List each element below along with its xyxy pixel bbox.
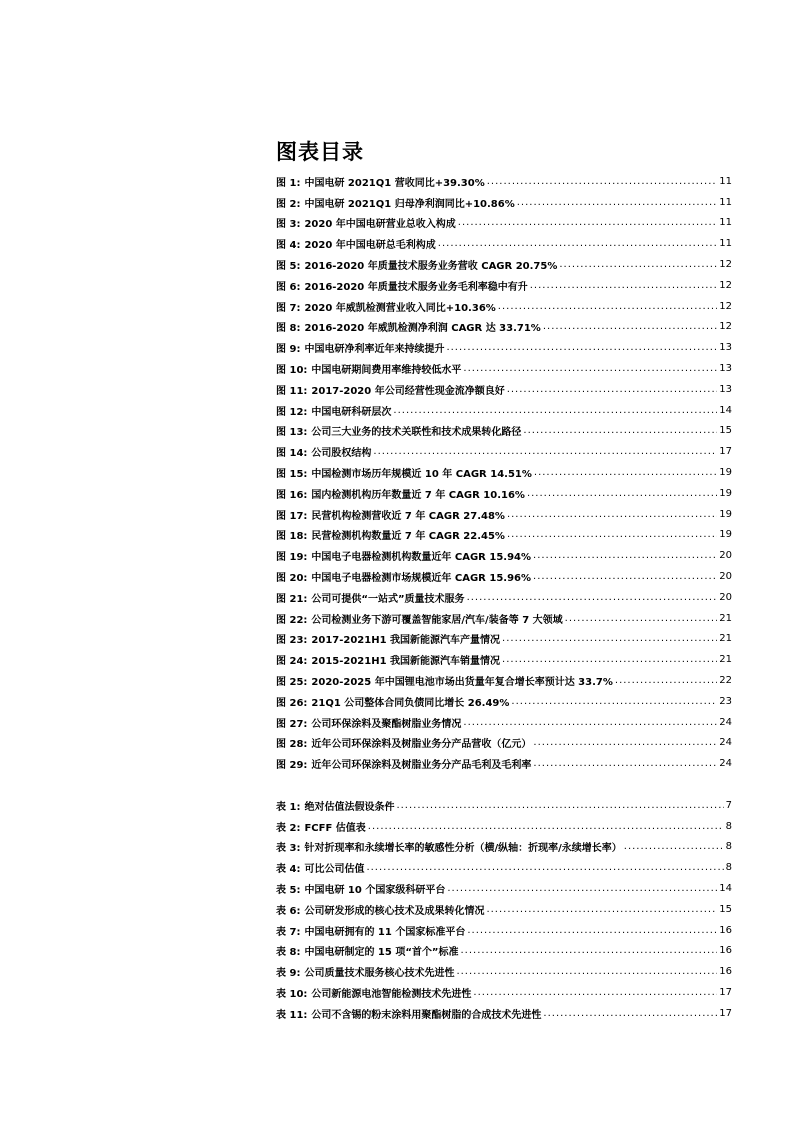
- figure-entry[interactable]: [276, 441, 732, 462]
- figure-entry[interactable]: [276, 691, 732, 712]
- entry-label: 图 26:: [276, 697, 308, 709]
- entry-label: 图 28:: [276, 739, 308, 751]
- entry-label: 图 25:: [276, 677, 308, 689]
- dot-leader: [487, 176, 718, 187]
- figure-entry[interactable]: [276, 337, 732, 358]
- entry-title: 近年公司环保涂料及树脂业务分产品毛利及毛利率: [311, 760, 532, 772]
- entry-page-number: 21: [719, 633, 732, 645]
- dot-leader: [527, 488, 717, 499]
- entry-title: 2017-2020 年公司经营性现金流净额良好: [311, 385, 505, 397]
- entry-label: 图 5:: [276, 261, 301, 273]
- entry-title: 中国电研 2021Q1 归母净利润同比+10.86%: [304, 198, 515, 210]
- entry-page-number: 7: [725, 799, 732, 811]
- entry-page-number: 11: [719, 196, 732, 208]
- entry-title: 中国电研制定的 15 项“首个”标准: [304, 947, 459, 959]
- figure-index-list: [276, 171, 732, 774]
- figure-entry[interactable]: [276, 483, 732, 504]
- entry-title: 公司新能源电池智能检测技术先进性: [311, 989, 472, 1001]
- entry-label: 图 19:: [276, 552, 308, 564]
- dot-leader: [530, 280, 718, 291]
- entry-title: 中国电研拥有的 11 个国家标准平台: [304, 926, 466, 938]
- table-entry[interactable]: [276, 878, 732, 899]
- figure-entry[interactable]: [276, 712, 732, 733]
- table-entry[interactable]: [276, 857, 732, 878]
- entry-page-number: 15: [719, 903, 732, 915]
- entry-page-number: 12: [719, 279, 732, 291]
- entry-title: 国内检测机构历年数量近 7 年 CAGR 10.16%: [311, 489, 525, 501]
- figure-entry[interactable]: [276, 400, 732, 421]
- dot-leader: [565, 613, 718, 624]
- entry-label: 图 24:: [276, 656, 308, 668]
- figure-entry[interactable]: [276, 608, 732, 629]
- dot-leader: [507, 384, 718, 395]
- figure-entry[interactable]: [276, 358, 732, 379]
- entry-label: 图 6:: [276, 281, 301, 293]
- entry-label: 图 3:: [276, 219, 301, 231]
- dot-leader: [467, 925, 717, 936]
- entry-title: 中国检测市场历年规模近 10 年 CAGR 14.51%: [311, 469, 532, 481]
- entry-page-number: 13: [719, 383, 732, 395]
- figure-entry[interactable]: [276, 296, 732, 317]
- figure-entry[interactable]: [276, 275, 732, 296]
- entry-title: 公司股权结构: [311, 448, 372, 460]
- entry-title: 公司检测业务下游可覆盖智能家居/汽车/装备等 7 大领域: [311, 614, 563, 626]
- dot-leader: [463, 717, 717, 728]
- entry-title: 中国电研科研层次: [311, 406, 392, 418]
- dot-leader: [543, 321, 717, 332]
- dot-leader: [507, 509, 717, 520]
- table-entry[interactable]: [276, 899, 732, 920]
- figure-entry[interactable]: [276, 421, 732, 442]
- dot-leader: [502, 633, 717, 644]
- entry-title: 2016-2020 年威凯检测净利润 CAGR 达 33.71%: [304, 323, 541, 335]
- figure-entry[interactable]: [276, 566, 732, 587]
- entry-page-number: 8: [725, 820, 732, 832]
- entry-page-number: 20: [719, 571, 732, 583]
- dot-leader: [624, 841, 724, 852]
- dot-leader: [502, 654, 717, 665]
- entry-title: 针对折现率和永续增长率的敏感性分析（横/纵轴：折现率/永续增长率）: [304, 843, 622, 855]
- entry-title: 中国电子电器检测市场规模近年 CAGR 15.96%: [311, 573, 532, 585]
- dot-leader: [438, 238, 717, 249]
- entry-label: 图 2:: [276, 198, 301, 210]
- table-entry[interactable]: [276, 920, 732, 941]
- entry-label: 图 4:: [276, 240, 301, 252]
- entry-label: 图 9:: [276, 344, 301, 356]
- entry-label: 图 16:: [276, 489, 308, 501]
- dot-leader: [368, 821, 724, 832]
- table-entry[interactable]: [276, 941, 732, 962]
- figure-entry[interactable]: [276, 171, 732, 192]
- entry-page-number: 24: [719, 716, 732, 728]
- entry-label: 图 22:: [276, 614, 308, 626]
- dot-leader: [507, 529, 717, 540]
- figure-entry[interactable]: [276, 317, 732, 338]
- dot-leader: [447, 883, 717, 894]
- entry-label: 表 8:: [276, 947, 301, 959]
- entry-page-number: 17: [719, 1007, 732, 1019]
- dot-leader: [533, 737, 717, 748]
- entry-page-number: 19: [719, 508, 732, 520]
- entry-page-number: 11: [719, 217, 732, 229]
- entry-label: 表 10:: [276, 989, 308, 1001]
- entry-label: 图 21:: [276, 593, 308, 605]
- entry-title: 2016-2020 年质量技术服务业务毛利率稳中有升: [304, 281, 528, 293]
- figure-entry[interactable]: [276, 587, 732, 608]
- entry-label: 表 3:: [276, 843, 301, 855]
- figure-entry[interactable]: [276, 462, 732, 483]
- dot-leader: [523, 425, 717, 436]
- entry-title: 近年公司环保涂料及树脂业务分产品营收（亿元）: [311, 739, 532, 751]
- entry-page-number: 8: [725, 841, 732, 853]
- dot-leader: [533, 758, 717, 769]
- dot-leader: [393, 405, 717, 416]
- entry-title: 中国电研净利率近年来持续提升: [304, 344, 445, 356]
- entry-title: 绝对估值法假设条件: [304, 801, 395, 813]
- entry-label: 表 7:: [276, 926, 301, 938]
- table-entry[interactable]: [276, 795, 732, 816]
- table-index-list: [276, 795, 732, 1024]
- entry-title: 21Q1 公司整体合同负债同比增长 26.49%: [311, 697, 510, 709]
- entry-title: 中国电研 10 个国家级科研平台: [304, 885, 446, 897]
- entry-label: 图 23:: [276, 635, 308, 647]
- entry-title: 公司可提供“一站式”质量技术服务: [311, 593, 465, 605]
- dot-leader: [460, 945, 717, 956]
- figure-entry[interactable]: [276, 753, 732, 774]
- entry-page-number: 14: [719, 883, 732, 895]
- figure-entry[interactable]: [276, 629, 732, 650]
- entry-label: 图 1:: [276, 177, 301, 189]
- entry-label: 表 2:: [276, 822, 301, 834]
- figure-entry[interactable]: [276, 254, 732, 275]
- figure-entry[interactable]: [276, 545, 732, 566]
- dot-leader: [511, 696, 717, 707]
- figure-entry[interactable]: [276, 670, 732, 691]
- entry-title: 2020 年中国电研总毛利构成: [304, 240, 436, 252]
- entry-label: 表 9:: [276, 968, 301, 980]
- entry-page-number: 16: [719, 966, 732, 978]
- entry-page-number: 17: [719, 987, 732, 999]
- dot-leader: [498, 301, 717, 312]
- entry-page-number: 16: [719, 924, 732, 936]
- entry-title: 公司研发形成的核心技术及成果转化情况: [304, 905, 485, 917]
- dot-leader: [517, 197, 718, 208]
- entry-label: 图 15:: [276, 469, 308, 481]
- entry-page-number: 23: [719, 695, 732, 707]
- table-entry[interactable]: [276, 1003, 732, 1024]
- dot-leader: [543, 1008, 717, 1019]
- entry-label: 图 7:: [276, 302, 301, 314]
- entry-label: 图 18:: [276, 531, 308, 543]
- entry-page-number: 20: [719, 550, 732, 562]
- entry-label: 表 4:: [276, 864, 301, 876]
- entry-label: 图 27:: [276, 718, 308, 730]
- entry-page-number: 13: [719, 342, 732, 354]
- figure-entry[interactable]: [276, 504, 732, 525]
- entry-label: 图 13:: [276, 427, 308, 439]
- entry-label: 图 11:: [276, 385, 308, 397]
- entry-page-number: 24: [719, 758, 732, 770]
- entry-page-number: 14: [719, 404, 732, 416]
- figure-entry[interactable]: [276, 233, 732, 254]
- table-entry[interactable]: [276, 816, 732, 837]
- entry-page-number: 15: [719, 425, 732, 437]
- entry-label: 表 5:: [276, 885, 301, 897]
- entry-page-number: 19: [719, 487, 732, 499]
- dot-leader: [373, 446, 717, 457]
- entry-title: 公司三大业务的技术关联性和技术成果转化路径: [311, 427, 522, 439]
- entry-page-number: 16: [719, 945, 732, 957]
- dot-leader: [463, 363, 717, 374]
- dot-leader: [533, 571, 717, 582]
- dot-leader: [396, 800, 723, 811]
- entry-page-number: 17: [719, 446, 732, 458]
- entry-page-number: 19: [719, 529, 732, 541]
- figure-entry[interactable]: [276, 525, 732, 546]
- dot-leader: [615, 675, 717, 686]
- entry-label: 图 17:: [276, 510, 308, 522]
- dot-leader: [366, 862, 723, 873]
- entry-label: 表 11:: [276, 1009, 308, 1021]
- entry-label: 图 12:: [276, 406, 308, 418]
- entry-label: 图 8:: [276, 323, 301, 335]
- entry-title: 2017-2021H1 我国新能源汽车产量情况: [311, 635, 501, 647]
- entry-title: 2015-2021H1 我国新能源汽车销量情况: [311, 656, 501, 668]
- entry-page-number: 12: [719, 259, 732, 271]
- dot-leader: [467, 592, 718, 603]
- table-entry[interactable]: [276, 982, 732, 1003]
- dot-leader: [456, 966, 717, 977]
- page-title: 图表目录: [276, 140, 364, 164]
- entry-label: 图 14:: [276, 448, 308, 460]
- entry-page-number: 22: [719, 675, 732, 687]
- table-entry[interactable]: [276, 837, 732, 858]
- entry-title: 2020 年中国电研营业总收入构成: [304, 219, 456, 231]
- entry-label: 表 6:: [276, 905, 301, 917]
- entry-label: 图 20:: [276, 573, 308, 585]
- entry-title: 2020 年威凯检测营业收入同比+10.36%: [304, 302, 496, 314]
- entry-title: 民营机构检测营收近 7 年 CAGR 27.48%: [311, 510, 505, 522]
- entry-title: 民营检测机构数量近 7 年 CAGR 22.45%: [311, 531, 505, 543]
- entry-page-number: 21: [719, 654, 732, 666]
- dot-leader: [559, 259, 717, 270]
- entry-label: 图 10:: [276, 365, 308, 377]
- entry-title: 中国电子电器检测机构数量近年 CAGR 15.94%: [311, 552, 532, 564]
- entry-page-number: 13: [719, 363, 732, 375]
- entry-title: 公司环保涂料及聚酯树脂业务情况: [311, 718, 462, 730]
- entry-page-number: 12: [719, 300, 732, 312]
- entry-title: 2020-2025 年中国锂电池市场出货量年复合增长率预计达 33.7%: [311, 677, 613, 689]
- entry-page-number: 8: [725, 862, 732, 874]
- entry-label: 图 29:: [276, 760, 308, 772]
- entry-title: 2016-2020 年质量技术服务业务营收 CAGR 20.75%: [304, 261, 558, 273]
- dot-leader: [446, 342, 717, 353]
- dot-leader: [534, 467, 717, 478]
- entry-title: 公司不含锡的粉末涂料用聚酯树脂的合成技术先进性: [311, 1009, 542, 1021]
- figure-entry[interactable]: [276, 192, 732, 213]
- figure-entry[interactable]: [276, 649, 732, 670]
- entry-title: 中国电研 2021Q1 营收同比+39.30%: [304, 177, 485, 189]
- dot-leader: [458, 217, 717, 228]
- entry-title: 可比公司估值: [304, 864, 365, 876]
- entry-page-number: 19: [719, 467, 732, 479]
- entry-page-number: 11: [719, 175, 732, 187]
- entry-title: 中国电研期间费用率维持较低水平: [311, 365, 462, 377]
- entry-title: FCFF 估值表: [304, 822, 366, 834]
- entry-page-number: 21: [719, 612, 732, 624]
- entry-page-number: 20: [719, 591, 732, 603]
- figure-entry[interactable]: [276, 733, 732, 754]
- table-entry[interactable]: [276, 961, 732, 982]
- entry-title: 公司质量技术服务核心技术先进性: [304, 968, 455, 980]
- figure-entry[interactable]: [276, 213, 732, 234]
- entry-label: 表 1:: [276, 801, 301, 813]
- dot-leader: [473, 987, 717, 998]
- entry-page-number: 24: [719, 737, 732, 749]
- dot-leader: [533, 550, 717, 561]
- figure-entry[interactable]: [276, 379, 732, 400]
- dot-leader: [486, 904, 717, 915]
- entry-page-number: 11: [719, 238, 732, 250]
- entry-page-number: 12: [719, 321, 732, 333]
